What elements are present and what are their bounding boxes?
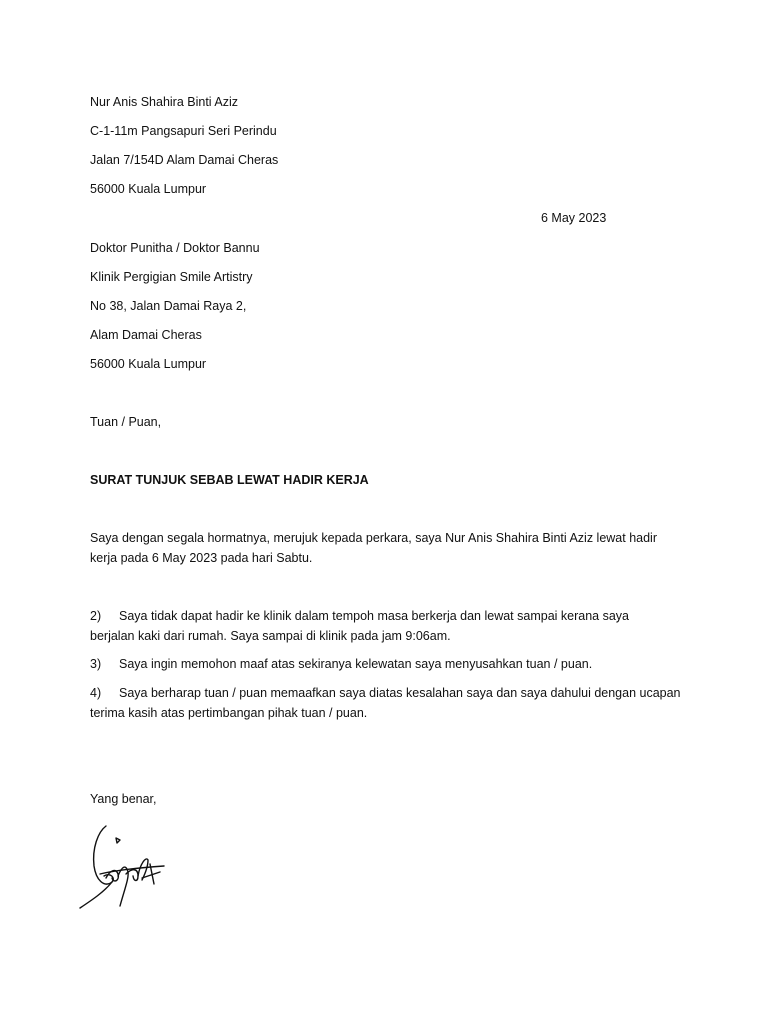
sender-address-line-1: C-1-11m Pangsapuri Seri Perindu — [90, 124, 277, 138]
salutation: Tuan / Puan, — [90, 415, 162, 429]
paragraph-3-line-1 — [90, 654, 690, 674]
paragraph-4 — [90, 683, 690, 723]
paragraph-3-number: 3) — [90, 657, 102, 671]
paragraph-4-line-1 — [90, 683, 690, 703]
paragraph-3 — [90, 654, 690, 674]
paragraph-2 — [90, 606, 690, 646]
sender-address-line-2: Jalan 7/154D Alam Damai Cheras — [90, 153, 279, 167]
paragraph-3-text-1: Saya ingin memohon maaf atas sekiranya kelewatan saya menyusahkan tuan / puan. — [119, 657, 593, 671]
recipient-address-line-1: No 38, Jalan Damai Raya 2, — [90, 299, 247, 313]
paragraph-1 — [90, 528, 690, 568]
paragraph-1-line-2: kerja pada 6 May 2023 pada hari Sabtu. — [90, 551, 313, 565]
paragraph-2-line-2: berjalan kaki dari rumah. Saya sampai di klinik pada jam 9:06am. — [90, 629, 451, 643]
sender-address-line-3: 56000 Kuala Lumpur — [90, 182, 207, 196]
recipient-address-line-2: Alam Damai Cheras — [90, 328, 202, 342]
paragraph-1-line-1: Saya dengan segala hormatnya, merujuk kepada perkara, saya Nur Anis Shahira Binti Aziz lewat hadir — [90, 531, 657, 545]
paragraph-4-line-2: terima kasih atas pertimbangan pihak tuan / puan. — [90, 706, 368, 720]
recipient-address-line-3: 56000 Kuala Lumpur — [90, 357, 207, 371]
paragraph-2-text-1: Saya tidak dapat hadir ke klinik dalam tempoh masa berkerja dan lewat sampai kerana saya — [119, 609, 629, 623]
recipient-name: Doktor Punitha / Doktor Bannu — [90, 241, 260, 255]
paragraph-2-number: 2) — [90, 609, 102, 623]
sender-name: Nur Anis Shahira Binti Aziz — [90, 95, 238, 109]
paragraph-2-line-1 — [90, 606, 690, 626]
letter-date: 6 May 2023 — [541, 211, 607, 225]
handwritten-signature — [76, 818, 171, 916]
paragraph-4-text-1: Saya berharap tuan / puan memaafkan saya diatas kesalahan saya dan saya dahului dengan ucapan — [119, 686, 681, 700]
recipient-clinic: Klinik Pergigian Smile Artistry — [90, 270, 253, 284]
letter-subject: SURAT TUNJUK SEBAB LEWAT HADIR KERJA — [90, 473, 369, 487]
paragraph-4-number: 4) — [90, 686, 102, 700]
closing: Yang benar, — [90, 792, 157, 806]
